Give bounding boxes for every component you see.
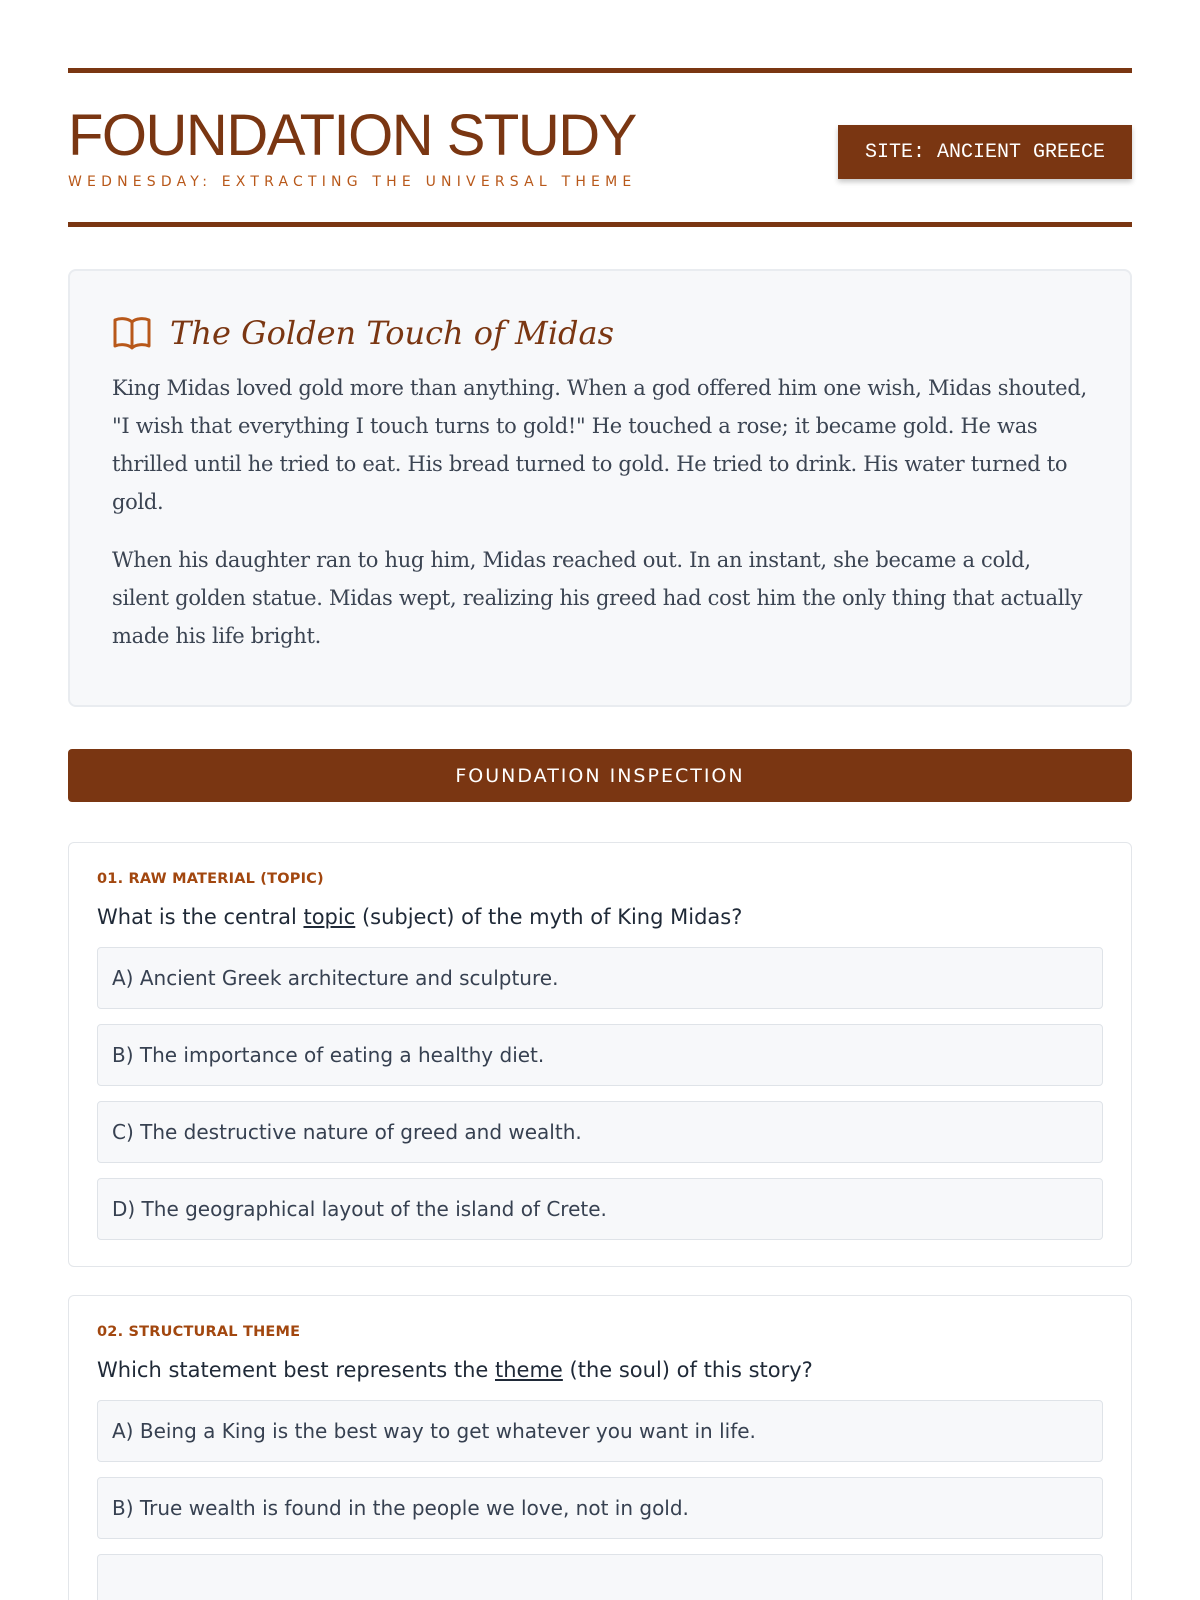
question-label: 01. RAW MATERIAL (TOPIC) [97,871,324,887]
question-text: Which statement best represents the theme (the soul) of this story? [97,1358,813,1382]
page [0,68,1200,1600]
story-paragraph: When his daughter ran to hug him, Midas reached out. In an instant, she became a cold, silent golden statue. Midas wept, realizing his greed had cost him the only thing that actually made his life bright. [112,548,1083,648]
answer-option-a[interactable]: A) Being a King is the best way to get whatever you want in life. [97,1400,1103,1462]
header-bottom-rule [68,222,1132,227]
site-badge: SITE: ANCIENT GREECE [838,125,1132,179]
key-term: topic [303,905,356,929]
answer-options [97,1400,1103,1600]
question-text: What is the central topic (subject) of the myth of King Midas? [97,905,743,929]
page-subtitle: WEDNESDAY: EXTRACTING THE UNIVERSAL THEME [68,174,637,190]
question-card-1 [68,842,1132,1267]
answer-option-c[interactable]: C) The destructive nature of greed and wealth. [97,1101,1103,1163]
answer-option-c[interactable] [97,1554,1103,1600]
question-card-2 [68,1295,1132,1600]
answer-option-d[interactable]: D) The geographical layout of the island of Crete. [97,1178,1103,1240]
story-title: The Golden Touch of Midas [170,314,615,352]
answer-option-b[interactable]: B) True wealth is found in the people we love, not in gold. [97,1477,1103,1539]
page-title: FOUNDATION STUDY [68,103,636,168]
header [68,73,1132,222]
story-paragraph: King Midas loved gold more than anything. When a god offered him one wish, Midas shouted, "I wish that everything I touch turns to gold!" He touched a rose; it became gold. He was thrilled until he tried to eat. His bread turned to gold. He tried to drink. His water turned to gold. [112,376,1087,514]
open-book-icon [112,315,152,351]
story-card [68,269,1132,707]
answer-option-a[interactable]: A) Ancient Greek architecture and sculpture. [97,947,1103,1009]
answer-option-b[interactable]: B) The importance of eating a healthy diet. [97,1024,1103,1086]
key-term: theme [495,1358,563,1382]
question-label: 02. STRUCTURAL THEME [97,1324,301,1340]
answer-options [97,947,1103,1240]
story-header [112,311,1088,355]
section-title-bar: FOUNDATION INSPECTION [68,749,1132,802]
